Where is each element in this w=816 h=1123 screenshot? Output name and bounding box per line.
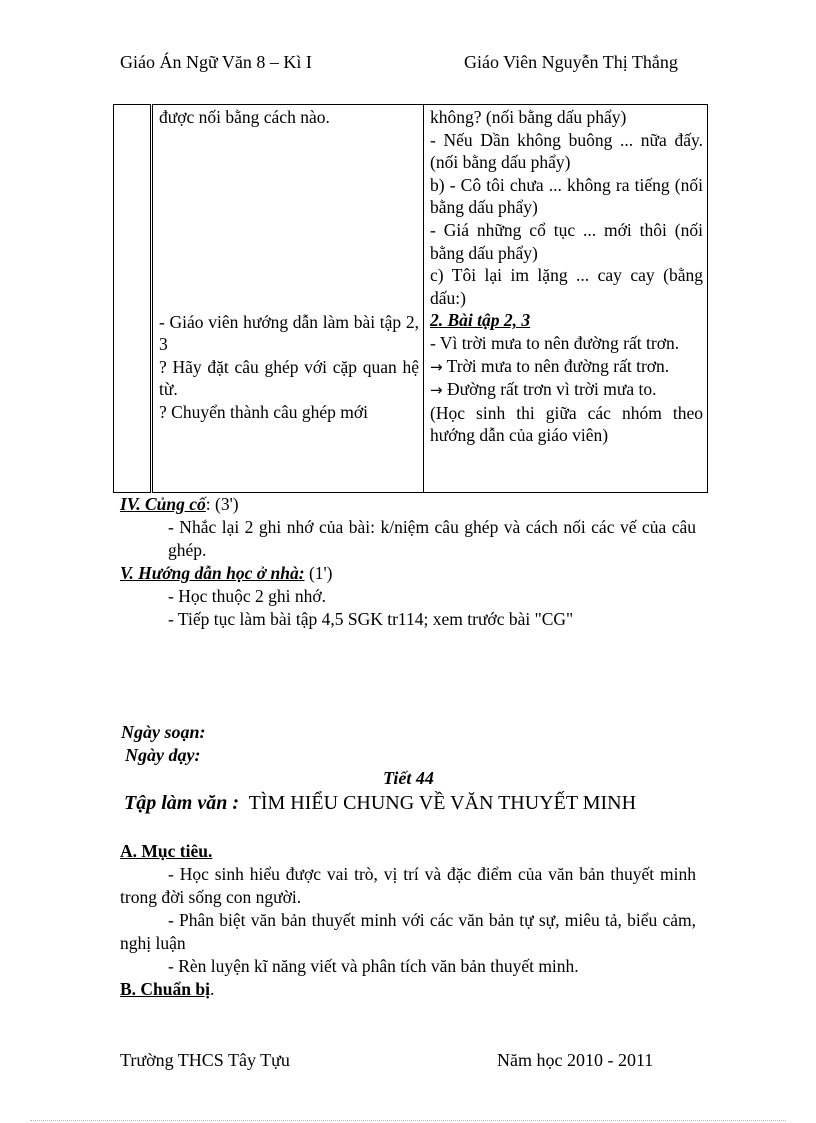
footer-left: Trường THCS Tây Tựu xyxy=(120,1050,290,1070)
section-line: - Học sinh hiểu được vai trò, vị trí và đặc điểm của văn bản thuyết minh trong đời sống con người. xyxy=(120,864,696,907)
section-muc-tieu xyxy=(120,840,696,1001)
section-heading: V. Hướng dẫn học ở nhà: (1') xyxy=(120,563,333,583)
teacher-line: được nối bằng cách nào. xyxy=(159,107,330,127)
section-line: - Rèn luyện kĩ năng viết và phân tích văn bản thuyết minh. xyxy=(168,956,579,976)
teacher-line: ? Hãy đặt câu ghép với cặp quan hệ từ. xyxy=(159,356,419,400)
right-arrow-icon: → xyxy=(430,381,443,400)
student-line: (Học sinh thi giữa các nhóm theo hướng dẫn của giáo viên) xyxy=(430,402,703,446)
student-line: → Đường rất trơn vì trời mưa to. xyxy=(430,379,657,400)
lesson-number: Tiết 44 xyxy=(383,768,434,788)
student-line: - Nếu Dần không buông ... nữa đấy. (nối bằng dấu phẩy) xyxy=(430,129,703,173)
student-line: → Trời mưa to nên đường rất trơn. xyxy=(430,355,670,376)
section-heading: A. Mục tiêu. xyxy=(120,841,213,861)
right-arrow-icon: → xyxy=(430,357,443,376)
section-line: - Học thuộc 2 ghi nhớ. xyxy=(168,586,326,606)
student-line: không? (nối bằng dấu phẩy) xyxy=(430,107,627,127)
ngay-day: Ngày dạy: xyxy=(125,745,201,765)
table-cell-student xyxy=(424,105,708,493)
student-line: - Giá những cổ tục ... mới thôi (nối bằng dấu phẩy) xyxy=(430,219,703,263)
ngay-soan: Ngày soạn: xyxy=(121,722,206,742)
student-line: - Vì trời mưa to nên đường rất trơn. xyxy=(430,332,680,353)
lesson-title xyxy=(124,792,636,815)
table-cell-stt xyxy=(114,105,152,493)
table-row xyxy=(114,105,708,493)
section-line: - Nhắc lại 2 ghi nhớ của bài: k/niệm câu ghép và cách nối các vế của câu ghép. xyxy=(168,517,696,560)
section-heading: IV. Củng cố: (3') xyxy=(120,494,239,514)
lesson-title-text: TÌM HIỂU CHUNG VỀ VĂN THUYẾT MINH xyxy=(248,792,637,814)
header-left: Giáo Án Ngữ Văn 8 – Kì I xyxy=(120,52,312,72)
section-cung-co xyxy=(120,493,696,631)
student-line: c) Tôi lại im lặng ... cay cay (bằng dấu:) xyxy=(430,265,703,308)
exercise-title: 2. Bài tập 2, 3 xyxy=(430,310,531,331)
section-line: - Phân biệt văn bản thuyết minh với các văn bản tự sự, miêu tả, biểu cảm, nghị luận xyxy=(120,910,696,953)
teacher-line: - Giáo viên hướng dẫn làm bài tập 2, 3 xyxy=(159,311,419,355)
lesson-table xyxy=(113,104,708,493)
page-edge-divider xyxy=(30,1120,786,1121)
lesson-kind: Tập làm văn : xyxy=(124,792,239,814)
section-line: - Tiếp tục làm bài tập 4,5 SGK tr114; xem trước bài "CG" xyxy=(168,609,574,629)
section-heading: B. Chuẩn bị. xyxy=(120,979,215,999)
table-cell-teacher xyxy=(152,105,424,493)
teacher-line: ? Chuyển thành câu ghép mới xyxy=(159,401,368,422)
footer-right: Năm học 2010 - 2011 xyxy=(497,1050,654,1070)
header-right: Giáo Viên Nguyễn Thị Thắng xyxy=(464,52,678,72)
student-line: b) - Cô tôi chưa ... không ra tiếng (nối bằng dấu phẩy) xyxy=(430,174,703,218)
